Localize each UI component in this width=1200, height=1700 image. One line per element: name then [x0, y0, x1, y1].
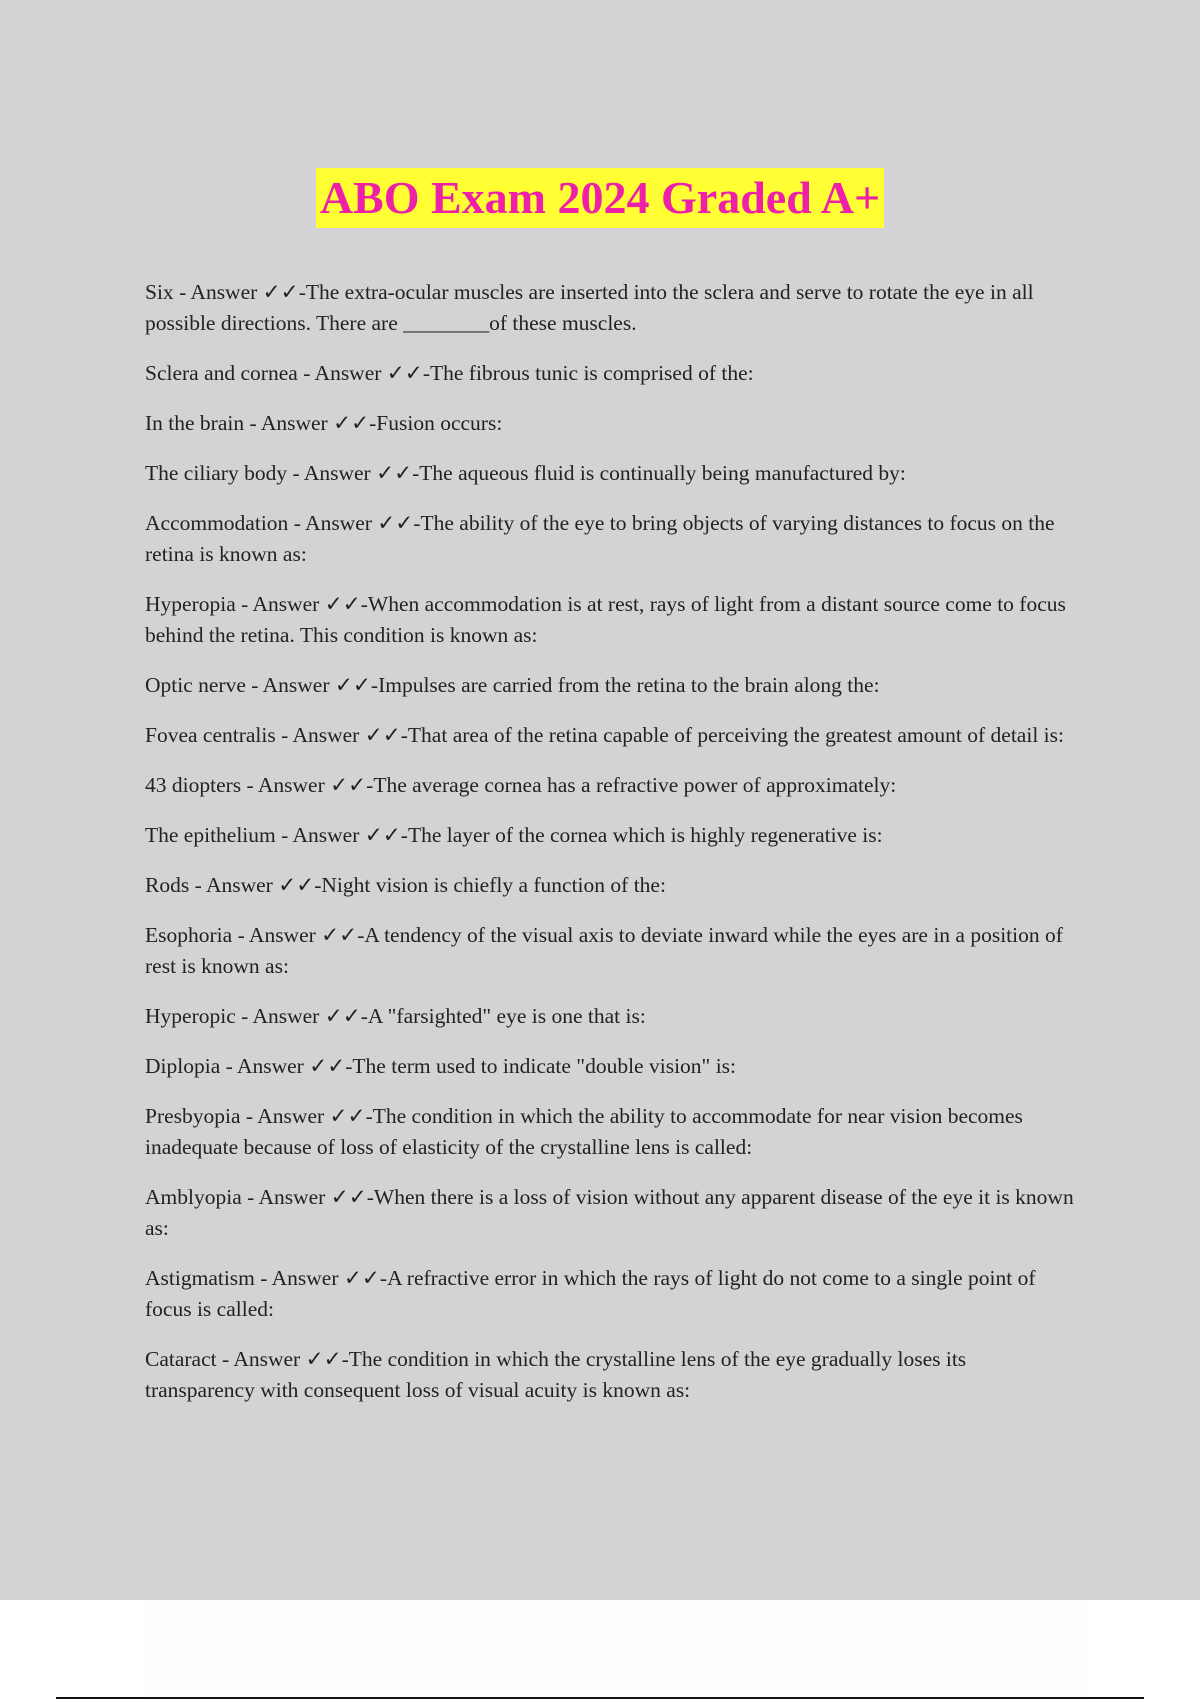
- document-title: ABO Exam 2024 Graded A+: [316, 168, 884, 228]
- answer-text: Astigmatism: [145, 1266, 255, 1290]
- qa-item: [145, 920, 1080, 982]
- answer-separator: - Answer: [235, 592, 325, 616]
- answer-text: Sclera and cornea: [145, 361, 298, 385]
- qa-item: [145, 358, 1080, 389]
- qa-item: [145, 589, 1080, 651]
- qa-item: [145, 408, 1080, 439]
- qa-item: [145, 1001, 1080, 1032]
- question-text: -A tendency of the visual axis to deviate inward while the eyes are in a position of rest is known as:: [145, 923, 1063, 978]
- question-text: -Impulses are carried from the retina to the brain along the:: [370, 673, 880, 697]
- double-check-icon: ✓✓: [333, 411, 370, 435]
- answer-text: Esophoria: [145, 923, 233, 947]
- answer-text: Cataract: [145, 1347, 217, 1371]
- answer-separator: - Answer: [297, 361, 387, 385]
- question-text: -The average cornea has a refractive power of approximately:: [366, 773, 897, 797]
- double-check-icon: ✓✓: [324, 592, 361, 616]
- double-check-icon: ✓✓: [309, 1054, 346, 1078]
- question-text: -The layer of the cornea which is highly regenerative is:: [400, 823, 883, 847]
- answer-text: The epithelium: [145, 823, 276, 847]
- qa-item: [145, 720, 1080, 751]
- double-check-icon: ✓✓: [377, 511, 414, 535]
- answer-separator: - Answer: [245, 673, 335, 697]
- double-check-icon: ✓✓: [334, 673, 371, 697]
- answer-text: Rods: [145, 873, 190, 897]
- answer-text: Fovea centralis: [145, 723, 276, 747]
- qa-item: [145, 1101, 1080, 1163]
- double-check-icon: ✓✓: [330, 1185, 367, 1209]
- qa-item: [145, 1182, 1080, 1244]
- question-text: -Night vision is chiefly a function of the:: [314, 873, 666, 897]
- double-check-icon: ✓✓: [329, 1104, 366, 1128]
- double-check-icon: ✓✓: [376, 461, 413, 485]
- answer-text: Hyperopic: [145, 1004, 236, 1028]
- double-check-icon: ✓✓: [364, 823, 401, 847]
- answer-separator: - Answer: [244, 411, 334, 435]
- question-text: -The fibrous tunic is comprised of the:: [422, 361, 754, 385]
- answer-text: Presbyopia: [145, 1104, 241, 1128]
- qa-item: [145, 1263, 1080, 1325]
- answer-text: In the brain: [145, 411, 245, 435]
- question-text: -The ability of the eye to bring objects of varying distances to focus on the retina is known as:: [145, 511, 1055, 566]
- answer-separator: - Answer: [275, 823, 365, 847]
- question-text: -That area of the retina capable of perceiving the greatest amount of detail is:: [400, 723, 1064, 747]
- answer-separator: - Answer: [288, 511, 378, 535]
- answer-separator: - Answer: [173, 280, 263, 304]
- answer-separator: - Answer: [189, 873, 279, 897]
- answer-text: Amblyopia: [145, 1185, 242, 1209]
- double-check-icon: ✓✓: [324, 1004, 361, 1028]
- answer-separator: - Answer: [232, 923, 322, 947]
- qa-list: [145, 277, 1080, 1425]
- qa-item: [145, 277, 1080, 339]
- page-divider: [56, 1697, 1144, 1699]
- title-container: [0, 168, 1200, 228]
- answer-separator: - Answer: [220, 1054, 310, 1078]
- qa-item: [145, 458, 1080, 489]
- qa-item: [145, 670, 1080, 701]
- answer-text: Diplopia: [145, 1054, 221, 1078]
- double-check-icon: ✓✓: [305, 1347, 342, 1371]
- question-text: -A "farsighted" eye is one that is:: [360, 1004, 646, 1028]
- answer-separator: - Answer: [241, 1185, 331, 1209]
- answer-text: The ciliary body: [145, 461, 288, 485]
- answer-text: 43 diopters: [145, 773, 242, 797]
- answer-separator: - Answer: [241, 773, 331, 797]
- answer-separator: - Answer: [254, 1266, 344, 1290]
- question-text: -When accommodation is at rest, rays of light from a distant source come to focus behind the retina. This condition is known as:: [145, 592, 1066, 647]
- question-text: -A refractive error in which the rays of light do not come to a single point of focus is called:: [145, 1266, 1036, 1321]
- answer-separator: - Answer: [235, 1004, 325, 1028]
- answer-separator: - Answer: [240, 1104, 330, 1128]
- next-page-preview: [143, 1600, 1088, 1700]
- question-text: -The aqueous fluid is continually being manufactured by:: [412, 461, 906, 485]
- qa-item: [145, 508, 1080, 570]
- double-check-icon: ✓✓: [330, 773, 367, 797]
- answer-separator: - Answer: [216, 1347, 306, 1371]
- qa-item: [145, 870, 1080, 901]
- double-check-icon: ✓✓: [321, 923, 358, 947]
- double-check-icon: ✓✓: [386, 361, 423, 385]
- answer-text: Accommodation: [145, 511, 289, 535]
- question-text: -Fusion occurs:: [369, 411, 503, 435]
- double-check-icon: ✓✓: [262, 280, 299, 304]
- answer-separator: - Answer: [287, 461, 377, 485]
- answer-text: Hyperopia: [145, 592, 236, 616]
- double-check-icon: ✓✓: [278, 873, 315, 897]
- answer-text: Six: [145, 280, 174, 304]
- qa-item: [145, 1344, 1080, 1406]
- qa-item: [145, 820, 1080, 851]
- answer-separator: - Answer: [275, 723, 365, 747]
- answer-text: Optic nerve: [145, 673, 246, 697]
- double-check-icon: ✓✓: [343, 1266, 380, 1290]
- question-text: -The extra-ocular muscles are inserted into the sclera and serve to rotate the eye in all possible directions. There are ________of these muscles.: [145, 280, 1034, 335]
- question-text: -When there is a loss of vision without any apparent disease of the eye it is known as:: [145, 1185, 1074, 1240]
- qa-item: [145, 1051, 1080, 1082]
- question-text: -The condition in which the ability to accommodate for near vision becomes inadequate because of loss of elasticity of the crystalline lens is called:: [145, 1104, 1023, 1159]
- question-text: -The condition in which the crystalline lens of the eye gradually loses its transparency with consequent loss of visual acuity is known as:: [145, 1347, 967, 1402]
- question-text: -The term used to indicate "double vision" is:: [345, 1054, 737, 1078]
- double-check-icon: ✓✓: [364, 723, 401, 747]
- qa-item: [145, 770, 1080, 801]
